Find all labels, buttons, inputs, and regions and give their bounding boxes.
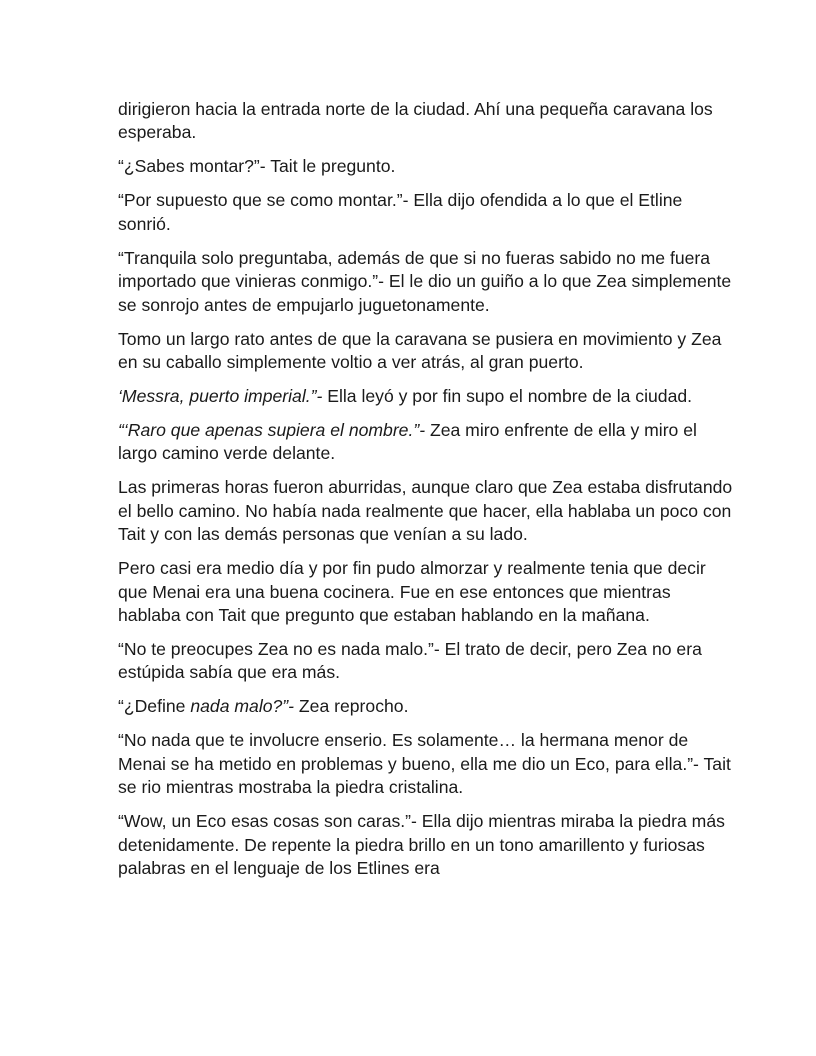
text-run: “¿Sabes montar?”- Tait le pregunto. [118, 156, 396, 177]
paragraph [118, 98, 738, 145]
paragraph [118, 155, 738, 178]
paragraph [118, 638, 738, 685]
text-run: dirigieron hacia la entrada norte de la ciudad. Ahí una pequeña caravana los esperaba. [118, 99, 713, 143]
paragraph [118, 385, 738, 408]
text-run: “Por supuesto que se como montar.”- Ella dijo ofendida a lo que el Etline sonrió. [118, 190, 683, 234]
paragraph [118, 810, 738, 880]
text-run: Pero casi era medio día y por fin pudo almorzar y realmente tenia que decir que Menai era una buena cocinera. Fue en ese entonces que mientras hablaba con Tait que pregunto que estaban hablando en la mañana. [118, 558, 706, 626]
paragraph [118, 695, 738, 718]
text-run: Tomo un largo rato antes de que la caravana se pusiera en movimiento y Zea en su caballo simplemente voltio a ver atrás, al gran puerto. [118, 328, 722, 373]
text-run: “¿Define [118, 696, 191, 717]
paragraph [118, 247, 738, 317]
text-run: “Wow, un Eco esas cosas son caras.”- Ella dijo mientras miraba la piedra más detenidamente. De repente la piedra brillo en un tono amarillento y furiosas palabras en el lenguaje de los Etlines era [118, 811, 725, 879]
text-run: Zea reprocho. [294, 696, 409, 717]
text-run: “No te preocupes Zea no es nada malo.”- El trato de decir, pero Zea no era estúpida sabía que era más. [118, 639, 702, 683]
italic-text: nada malo?”- [190, 696, 295, 717]
paragraph [118, 328, 738, 375]
paragraph [118, 729, 738, 799]
text-run: Las primeras horas fueron aburridas, aunque claro que Zea estaba disfrutando el bello camino. No había nada realmente que hacer, ella hablaba un poco con Tait y con las demás personas que venían a su lado. [118, 477, 733, 545]
document-page [118, 98, 738, 891]
italic-text: “‘Raro que apenas supiera el nombre.”- [118, 420, 426, 441]
text-run: Ella leyó y por fin supo el nombre de la ciudad. [322, 386, 693, 407]
paragraph [118, 476, 738, 546]
italic-text: ‘Messra, puerto imperial.”- [118, 386, 323, 407]
text-run: “Tranquila solo preguntaba, además de que si no fueras sabido no me fuera importado que vinieras conmigo.”- El le dio un guiño a lo que Zea simplemente se sonrojo antes de empujarlo juguetonamente. [118, 247, 732, 315]
paragraph [118, 189, 738, 236]
text-run: “No nada que te involucre enserio. Es solamente… la hermana menor de Menai se ha metido en problemas y bueno, ella me dio un Eco, para ella.”- Tait se rio mientras mostraba la piedra cristalina. [118, 730, 731, 798]
paragraph [118, 419, 738, 466]
text-run: Zea miro enfrente de ella y miro el largo camino verde delante. [118, 420, 697, 464]
paragraph [118, 557, 738, 627]
